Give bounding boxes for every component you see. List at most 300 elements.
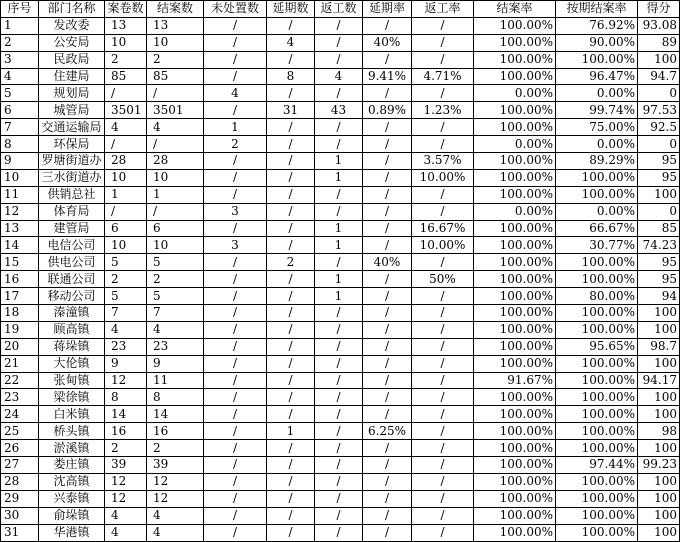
cell-index: 26 [1, 440, 39, 457]
cell-index: 12 [1, 203, 39, 220]
cell-delay-count: / [267, 51, 315, 68]
cell-ontime-close-rate: 0.00% [556, 136, 638, 153]
cell-unhandled-count: 2 [204, 136, 267, 153]
cell-rework-count: / [315, 17, 363, 34]
cell-case-count: 13 [105, 17, 147, 34]
cell-delay-count: / [267, 85, 315, 102]
cell-index: 31 [1, 524, 39, 541]
cell-delay-count: / [267, 524, 315, 541]
cell-ontime-close-rate: 30.77% [556, 237, 638, 254]
table-row [1, 34, 680, 51]
cell-index: 6 [1, 102, 39, 119]
cell-department: 白米镇 [39, 406, 105, 423]
cell-delay-count: / [267, 220, 315, 237]
cell-case-count: 7 [105, 305, 147, 322]
cell-department: 娄庄镇 [39, 457, 105, 474]
cell-score: 100 [638, 321, 680, 338]
cell-case-count: 28 [105, 153, 147, 170]
cell-close-rate: 100.00% [474, 321, 556, 338]
cell-rework-count: / [315, 389, 363, 406]
cell-case-count: 9 [105, 355, 147, 372]
cell-closed-count: 2 [147, 51, 204, 68]
cell-department: 桥头镇 [39, 423, 105, 440]
cell-closed-count: 9 [147, 355, 204, 372]
cell-closed-count: 8 [147, 389, 204, 406]
cell-delay-rate: / [363, 17, 412, 34]
cell-rework-rate: / [412, 524, 474, 541]
cell-score: 95 [638, 169, 680, 186]
cell-close-rate: 100.00% [474, 473, 556, 490]
cell-unhandled-count: / [204, 17, 267, 34]
cell-delay-rate: / [363, 490, 412, 507]
cell-case-count: 3501 [105, 102, 147, 119]
cell-delay-rate: / [363, 321, 412, 338]
cell-closed-count: 39 [147, 457, 204, 474]
cell-unhandled-count: / [204, 372, 267, 389]
cell-rework-count: 1 [315, 169, 363, 186]
table-row [1, 237, 680, 254]
cell-rework-count: / [315, 473, 363, 490]
cell-delay-rate: 40% [363, 34, 412, 51]
cell-delay-count: / [267, 153, 315, 170]
cell-index: 5 [1, 85, 39, 102]
cell-score: 100 [638, 490, 680, 507]
table-row [1, 457, 680, 474]
cell-rework-count: / [315, 457, 363, 474]
cell-department: 移动公司 [39, 288, 105, 305]
cell-case-count: 5 [105, 254, 147, 271]
cell-rework-count: / [315, 440, 363, 457]
header-case-count: 案卷数 [105, 1, 147, 18]
cell-ontime-close-rate: 99.74% [556, 102, 638, 119]
cell-case-count: 12 [105, 372, 147, 389]
cell-delay-rate: / [363, 203, 412, 220]
cell-department: 俞垛镇 [39, 507, 105, 524]
cell-score: 0 [638, 85, 680, 102]
cell-delay-rate: 40% [363, 254, 412, 271]
cell-department: 规划局 [39, 85, 105, 102]
cell-delay-count: / [267, 406, 315, 423]
cell-index: 4 [1, 68, 39, 85]
cell-score: 98 [638, 423, 680, 440]
cell-close-rate: 100.00% [474, 17, 556, 34]
cell-case-count: 4 [105, 507, 147, 524]
cell-close-rate: 100.00% [474, 338, 556, 355]
cell-delay-count: / [267, 271, 315, 288]
cell-rework-rate: / [412, 389, 474, 406]
cell-closed-count: 2 [147, 440, 204, 457]
cell-index: 18 [1, 305, 39, 322]
cell-rework-count: / [315, 423, 363, 440]
cell-rework-rate: / [412, 473, 474, 490]
cell-unhandled-count: / [204, 321, 267, 338]
cell-close-rate: 100.00% [474, 423, 556, 440]
cell-closed-count: 1 [147, 186, 204, 203]
cell-score: 100 [638, 186, 680, 203]
cell-ontime-close-rate: 100.00% [556, 355, 638, 372]
cell-ontime-close-rate: 95.65% [556, 338, 638, 355]
cell-closed-count: 16 [147, 423, 204, 440]
cell-department: 沈高镇 [39, 473, 105, 490]
cell-ontime-close-rate: 100.00% [556, 423, 638, 440]
cell-score: 74.23 [638, 237, 680, 254]
cell-delay-rate: / [363, 440, 412, 457]
cell-rework-count: / [315, 34, 363, 51]
cell-case-count: / [105, 203, 147, 220]
header-delay-count: 延期数 [267, 1, 315, 18]
cell-score: 100 [638, 305, 680, 322]
cell-case-count: 8 [105, 389, 147, 406]
cell-rework-count: / [315, 490, 363, 507]
cell-department: 环保局 [39, 136, 105, 153]
cell-department: 建管局 [39, 220, 105, 237]
cell-close-rate: 100.00% [474, 153, 556, 170]
cell-rework-count: 4 [315, 68, 363, 85]
cell-rework-rate: 10.00% [412, 237, 474, 254]
cell-close-rate: 100.00% [474, 389, 556, 406]
cell-score: 100 [638, 51, 680, 68]
cell-rework-rate: / [412, 34, 474, 51]
cell-delay-count: / [267, 338, 315, 355]
table-row [1, 372, 680, 389]
cell-rework-rate: / [412, 119, 474, 136]
cell-rework-rate: / [412, 423, 474, 440]
cell-closed-count: 4 [147, 321, 204, 338]
cell-ontime-close-rate: 96.47% [556, 68, 638, 85]
cell-score: 98.7 [638, 338, 680, 355]
cell-rework-count: / [315, 524, 363, 541]
cell-close-rate: 100.00% [474, 186, 556, 203]
cell-rework-count: / [315, 338, 363, 355]
cell-delay-count: / [267, 490, 315, 507]
cell-delay-count: / [267, 119, 315, 136]
cell-close-rate: 0.00% [474, 203, 556, 220]
cell-close-rate: 100.00% [474, 102, 556, 119]
cell-unhandled-count: / [204, 51, 267, 68]
cell-case-count: 4 [105, 119, 147, 136]
cell-index: 13 [1, 220, 39, 237]
cell-closed-count: 7 [147, 305, 204, 322]
cell-index: 21 [1, 355, 39, 372]
cell-score: 93.08 [638, 17, 680, 34]
cell-score: 95 [638, 254, 680, 271]
cell-delay-rate: 0.89% [363, 102, 412, 119]
cell-case-count: 10 [105, 34, 147, 51]
cell-unhandled-count: 1 [204, 119, 267, 136]
cell-index: 19 [1, 321, 39, 338]
cell-closed-count: 10 [147, 237, 204, 254]
cell-unhandled-count: / [204, 473, 267, 490]
header-unhandled-count: 未处置数 [204, 1, 267, 18]
cell-case-count: 14 [105, 406, 147, 423]
cell-score: 100 [638, 355, 680, 372]
cell-index: 24 [1, 406, 39, 423]
cell-ontime-close-rate: 100.00% [556, 440, 638, 457]
cell-delay-count: / [267, 473, 315, 490]
header-rework-rate: 返工率 [412, 1, 474, 18]
cell-case-count: 10 [105, 169, 147, 186]
cell-department: 淤溪镇 [39, 440, 105, 457]
cell-close-rate: 100.00% [474, 288, 556, 305]
cell-rework-rate: / [412, 305, 474, 322]
cell-rework-count: / [315, 119, 363, 136]
cell-close-rate: 100.00% [474, 271, 556, 288]
cell-delay-rate: / [363, 389, 412, 406]
cell-close-rate: 100.00% [474, 237, 556, 254]
cell-closed-count: 13 [147, 17, 204, 34]
cell-index: 2 [1, 34, 39, 51]
cell-close-rate: 100.00% [474, 440, 556, 457]
cell-unhandled-count: / [204, 440, 267, 457]
cell-closed-count: 5 [147, 288, 204, 305]
cell-department: 交通运输局 [39, 119, 105, 136]
cell-closed-count: 12 [147, 490, 204, 507]
table-row [1, 119, 680, 136]
cell-close-rate: 100.00% [474, 355, 556, 372]
cell-delay-count: / [267, 136, 315, 153]
cell-score: 100 [638, 524, 680, 541]
cell-case-count: 10 [105, 237, 147, 254]
cell-delay-count: 2 [267, 254, 315, 271]
cell-index: 14 [1, 237, 39, 254]
table-row [1, 68, 680, 85]
header-index: 序号 [1, 1, 39, 18]
cell-department: 住建局 [39, 68, 105, 85]
cell-index: 11 [1, 186, 39, 203]
cell-rework-rate: / [412, 288, 474, 305]
cell-ontime-close-rate: 100.00% [556, 254, 638, 271]
cell-closed-count: 3501 [147, 102, 204, 119]
cell-delay-count: / [267, 17, 315, 34]
cell-department: 城管局 [39, 102, 105, 119]
cell-close-rate: 100.00% [474, 507, 556, 524]
table-row [1, 51, 680, 68]
cell-score: 100 [638, 440, 680, 457]
cell-close-rate: 91.67% [474, 372, 556, 389]
cell-score: 97.53 [638, 102, 680, 119]
cell-unhandled-count: / [204, 186, 267, 203]
cell-unhandled-count: / [204, 169, 267, 186]
cell-rework-count: / [315, 305, 363, 322]
cell-department: 梁徐镇 [39, 389, 105, 406]
cell-closed-count: 6 [147, 220, 204, 237]
header-score: 得分 [638, 1, 680, 18]
cell-score: 100 [638, 389, 680, 406]
cell-unhandled-count: / [204, 271, 267, 288]
cell-rework-rate: / [412, 490, 474, 507]
cell-index: 1 [1, 17, 39, 34]
cell-rework-count: / [315, 136, 363, 153]
cell-unhandled-count: / [204, 423, 267, 440]
cell-index: 9 [1, 153, 39, 170]
cell-closed-count: 2 [147, 271, 204, 288]
cell-ontime-close-rate: 100.00% [556, 372, 638, 389]
cell-score: 100 [638, 473, 680, 490]
cell-case-count: 39 [105, 457, 147, 474]
cell-delay-count: / [267, 237, 315, 254]
cell-case-count: 12 [105, 490, 147, 507]
cell-closed-count: / [147, 136, 204, 153]
table-row [1, 338, 680, 355]
cell-close-rate: 100.00% [474, 34, 556, 51]
cell-rework-rate: / [412, 507, 474, 524]
cell-rework-rate: / [412, 136, 474, 153]
table-row [1, 524, 680, 541]
cell-rework-count: / [315, 507, 363, 524]
cell-ontime-close-rate: 100.00% [556, 271, 638, 288]
cell-ontime-close-rate: 100.00% [556, 473, 638, 490]
cell-department: 兴泰镇 [39, 490, 105, 507]
cell-department: 供销总社 [39, 186, 105, 203]
cell-rework-count: 1 [315, 271, 363, 288]
cell-ontime-close-rate: 100.00% [556, 406, 638, 423]
cell-unhandled-count: 3 [204, 203, 267, 220]
cell-close-rate: 100.00% [474, 457, 556, 474]
cell-delay-count: / [267, 457, 315, 474]
cell-rework-rate: / [412, 457, 474, 474]
cell-delay-rate: / [363, 288, 412, 305]
cell-close-rate: 0.00% [474, 85, 556, 102]
cell-case-count: 2 [105, 440, 147, 457]
table-row [1, 254, 680, 271]
cell-delay-rate: / [363, 355, 412, 372]
cell-closed-count: 23 [147, 338, 204, 355]
cell-unhandled-count: / [204, 507, 267, 524]
cell-delay-rate: / [363, 473, 412, 490]
cell-unhandled-count: 3 [204, 237, 267, 254]
cell-case-count: 2 [105, 271, 147, 288]
cell-index: 15 [1, 254, 39, 271]
cell-delay-count: / [267, 372, 315, 389]
cell-delay-rate: / [363, 406, 412, 423]
cell-score: 100 [638, 507, 680, 524]
cell-department: 联通公司 [39, 271, 105, 288]
cell-close-rate: 100.00% [474, 490, 556, 507]
cell-unhandled-count: / [204, 102, 267, 119]
cell-unhandled-count: / [204, 68, 267, 85]
cell-delay-rate: / [363, 338, 412, 355]
cell-close-rate: 100.00% [474, 119, 556, 136]
table-row [1, 507, 680, 524]
cell-closed-count: 4 [147, 119, 204, 136]
table-row [1, 305, 680, 322]
cell-delay-count: 8 [267, 68, 315, 85]
table-row [1, 102, 680, 119]
table-row [1, 271, 680, 288]
cell-closed-count: 4 [147, 507, 204, 524]
cell-ontime-close-rate: 89.29% [556, 153, 638, 170]
cell-rework-rate: 4.71% [412, 68, 474, 85]
cell-close-rate: 100.00% [474, 254, 556, 271]
cell-delay-rate: / [363, 220, 412, 237]
cell-unhandled-count: / [204, 288, 267, 305]
cell-rework-count: 1 [315, 288, 363, 305]
cell-delay-rate: / [363, 136, 412, 153]
cell-rework-rate: 10.00% [412, 169, 474, 186]
cell-closed-count: 5 [147, 254, 204, 271]
cell-index: 29 [1, 490, 39, 507]
cell-delay-rate: 9.41% [363, 68, 412, 85]
cell-ontime-close-rate: 0.00% [556, 203, 638, 220]
table-row [1, 490, 680, 507]
cell-delay-rate: / [363, 186, 412, 203]
header-delay-rate: 延期率 [363, 1, 412, 18]
cell-ontime-close-rate: 100.00% [556, 186, 638, 203]
table-row [1, 153, 680, 170]
cell-department: 华港镇 [39, 524, 105, 541]
cell-case-count: 23 [105, 338, 147, 355]
cell-ontime-close-rate: 97.44% [556, 457, 638, 474]
table-row [1, 423, 680, 440]
cell-rework-count: 1 [315, 153, 363, 170]
cell-score: 95 [638, 271, 680, 288]
cell-case-count: 16 [105, 423, 147, 440]
cell-case-count: 6 [105, 220, 147, 237]
table-row [1, 288, 680, 305]
cell-unhandled-count: / [204, 524, 267, 541]
header-close-rate: 结案率 [474, 1, 556, 18]
cell-ontime-close-rate: 76.92% [556, 17, 638, 34]
cell-rework-count: / [315, 355, 363, 372]
table-row [1, 186, 680, 203]
table-row [1, 321, 680, 338]
table-row [1, 85, 680, 102]
cell-score: 99.23 [638, 457, 680, 474]
cell-delay-rate: / [363, 457, 412, 474]
cell-ontime-close-rate: 100.00% [556, 169, 638, 186]
cell-case-count: 4 [105, 321, 147, 338]
cell-ontime-close-rate: 90.00% [556, 34, 638, 51]
cell-rework-count: / [315, 85, 363, 102]
cell-score: 100 [638, 406, 680, 423]
cell-case-count: 2 [105, 51, 147, 68]
header-row [1, 1, 680, 18]
cell-unhandled-count: / [204, 490, 267, 507]
cell-close-rate: 100.00% [474, 406, 556, 423]
cell-rework-count: 1 [315, 220, 363, 237]
table-row [1, 440, 680, 457]
cell-index: 25 [1, 423, 39, 440]
header-department: 部门名称 [39, 1, 105, 18]
cell-unhandled-count: / [204, 457, 267, 474]
cell-score: 95 [638, 153, 680, 170]
cell-rework-count: / [315, 51, 363, 68]
cell-delay-rate: / [363, 305, 412, 322]
cell-ontime-close-rate: 80.00% [556, 288, 638, 305]
cell-delay-count: / [267, 186, 315, 203]
cell-case-count: 1 [105, 186, 147, 203]
cell-department: 民政局 [39, 51, 105, 68]
cell-rework-rate: 16.67% [412, 220, 474, 237]
cell-rework-rate: 1.23% [412, 102, 474, 119]
cell-rework-count: / [315, 406, 363, 423]
table-row [1, 389, 680, 406]
table-row [1, 473, 680, 490]
cell-closed-count: 12 [147, 473, 204, 490]
cell-department: 大伦镇 [39, 355, 105, 372]
cell-rework-rate: / [412, 186, 474, 203]
cell-delay-rate: / [363, 372, 412, 389]
cell-ontime-close-rate: 100.00% [556, 490, 638, 507]
cell-unhandled-count: / [204, 389, 267, 406]
cell-unhandled-count: / [204, 220, 267, 237]
cell-rework-count: 43 [315, 102, 363, 119]
cell-index: 7 [1, 119, 39, 136]
table-row [1, 169, 680, 186]
cell-unhandled-count: / [204, 34, 267, 51]
table-row [1, 355, 680, 372]
cell-rework-rate: / [412, 17, 474, 34]
